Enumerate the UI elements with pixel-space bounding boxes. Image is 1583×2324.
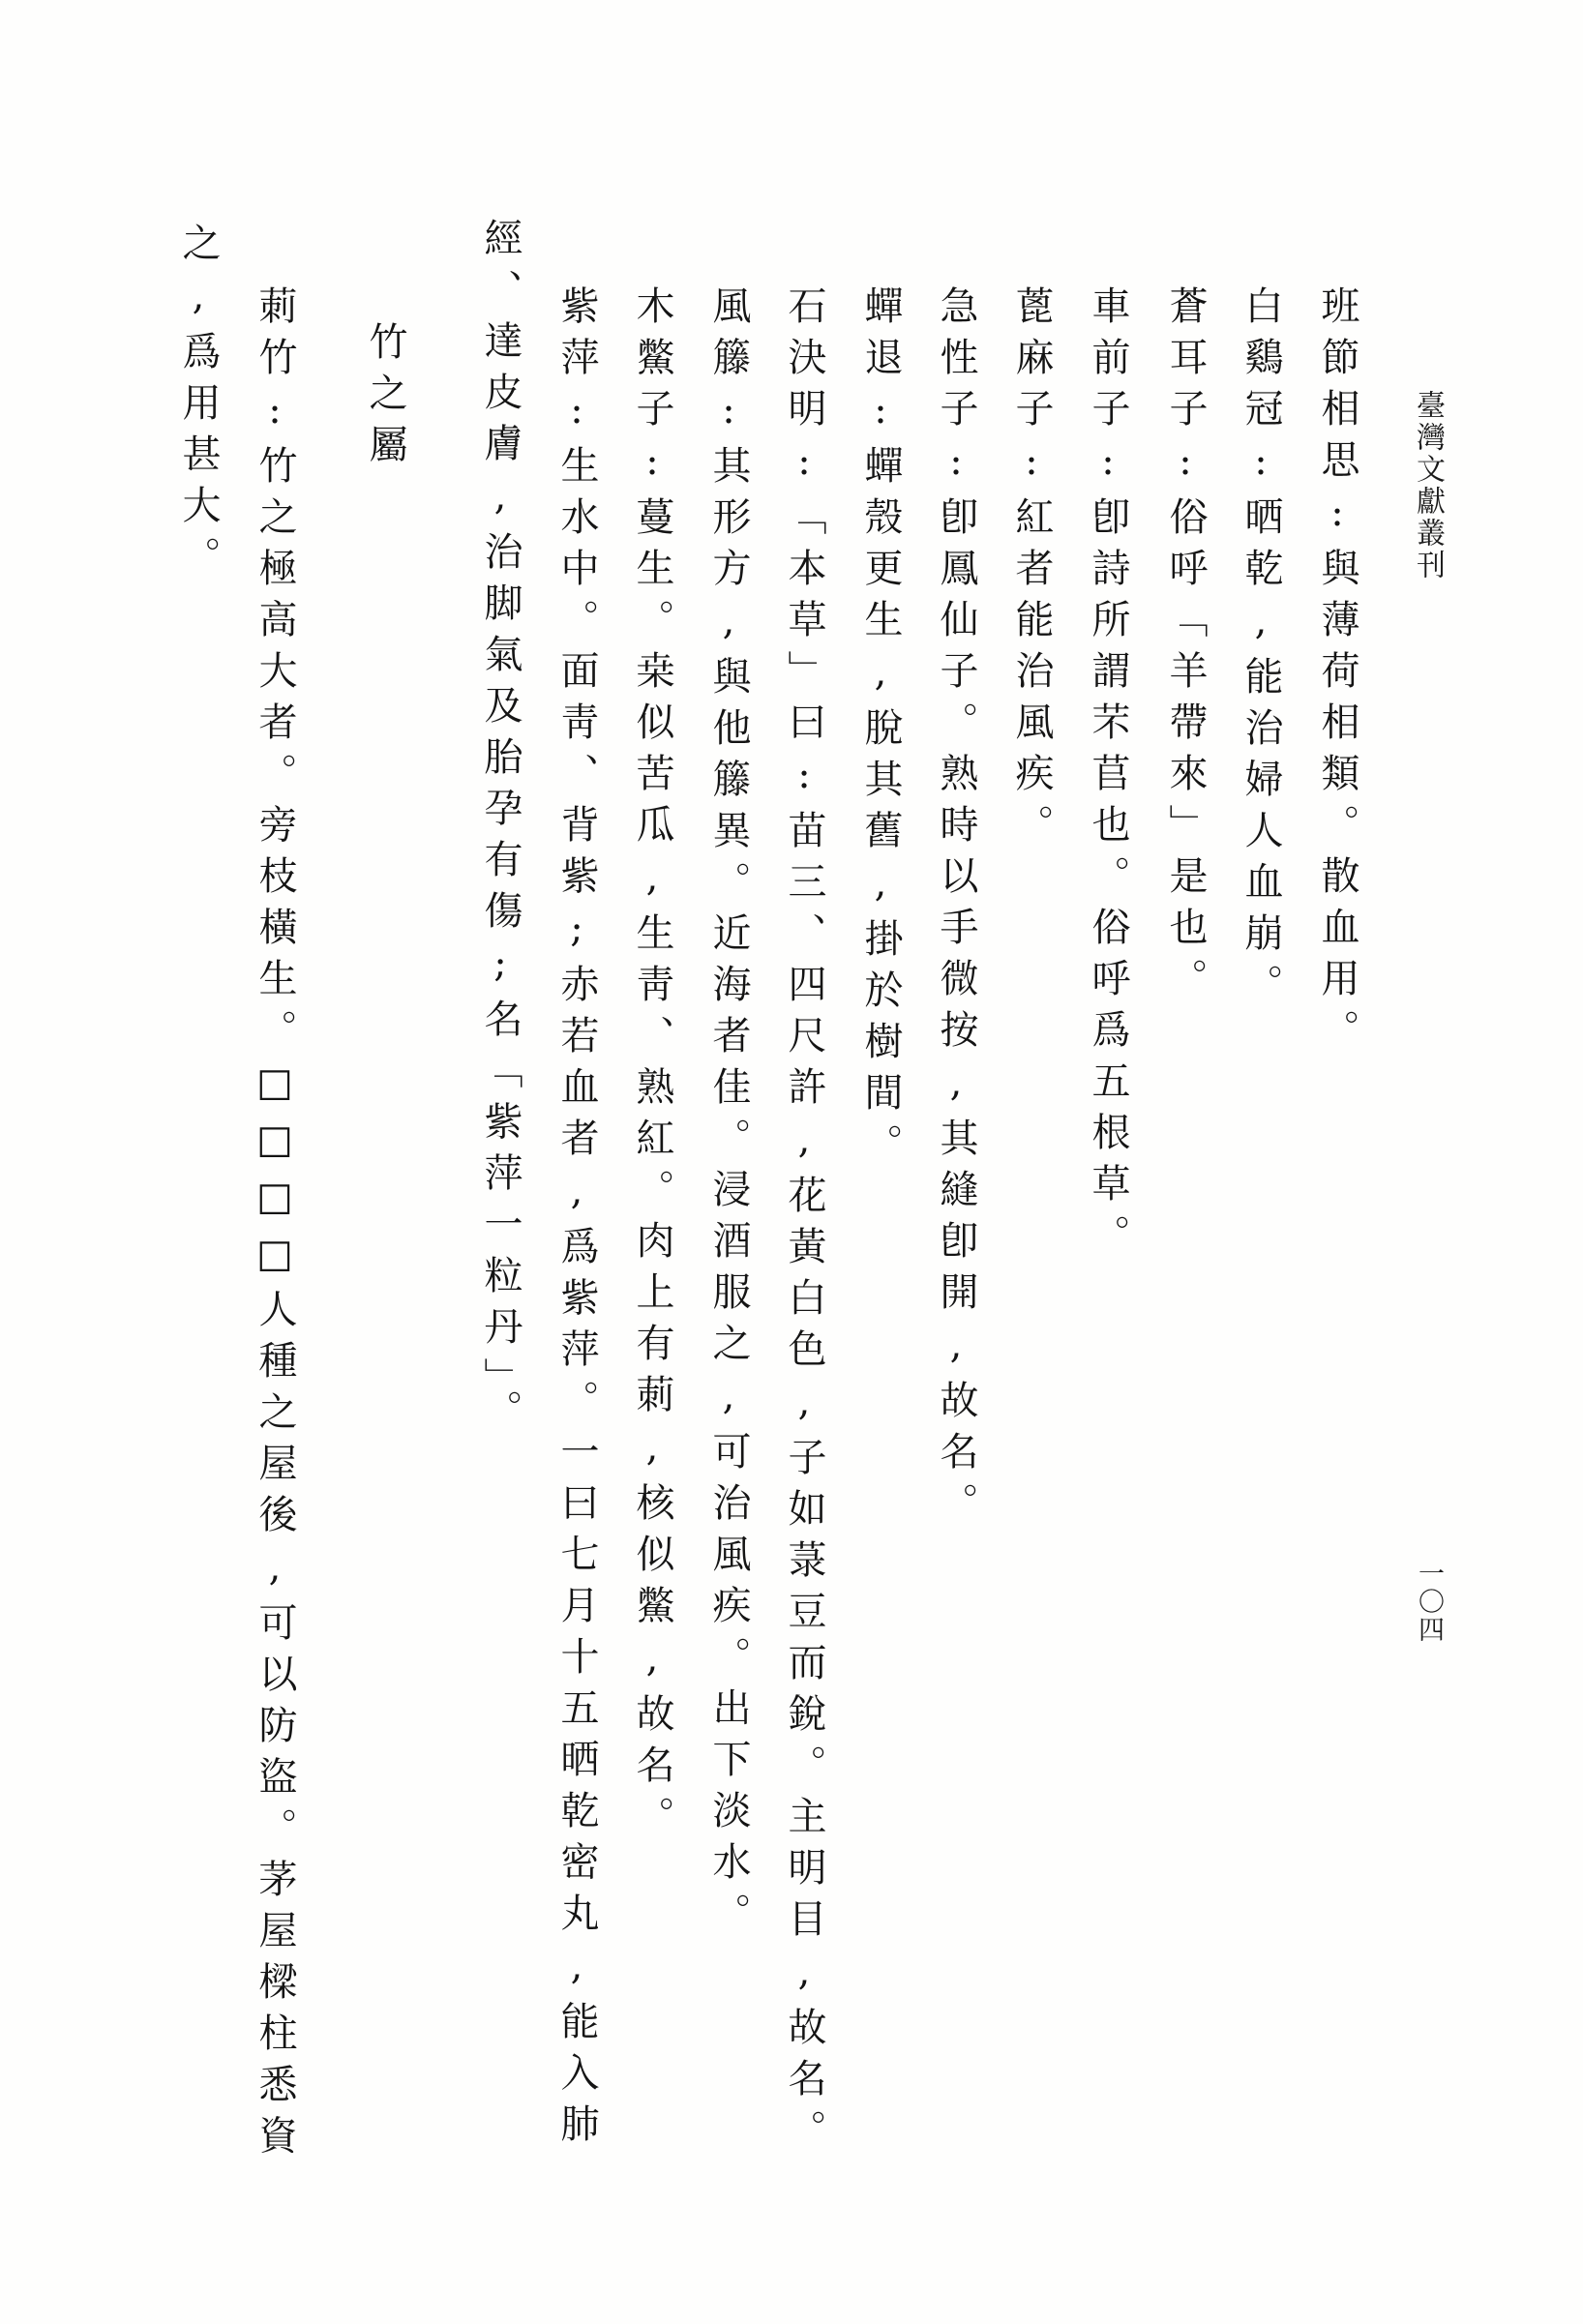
entry-column: 班節相思:與薄荷相類。散血用。 <box>1315 285 1359 1060</box>
entry-column: 風籐:其形方,與他籐異。近海者佳。浸酒服之,可治風疾。出下淡水。 <box>706 285 751 1944</box>
entry-column: 蓖麻子:紅者能治風疾。 <box>1009 285 1054 855</box>
section-heading-column: 竹之屬 <box>363 321 407 475</box>
continuation-column: 之,爲用甚大。 <box>176 223 221 587</box>
entry-column: 急性子:卽鳳仙子。熟時以手微按,其縫卽開,故名。 <box>934 285 978 1534</box>
entry-column: 蟬退:蟬殼更生,脫其舊,掛於樹間。 <box>858 285 903 1175</box>
entry-column: 木鱉子:蔓生。桒似苦瓜,生靑、熟紅。肉上有莿,核似鱉,故名。 <box>630 285 674 1847</box>
running-title: 臺灣文獻叢刊 <box>1411 390 1445 581</box>
entry-column: 白鷄冠:晒乾,能治婦人血崩。 <box>1239 285 1283 1015</box>
entry-column: 莿竹:竹之極高大者。旁枝橫生。□□□□人種之屋後,可以防盜。茅屋樑柱悉資 <box>253 285 297 2166</box>
page-number: 一〇四 <box>1414 1560 1444 1644</box>
continuation-column: 經、達皮膚,治脚氣及胎孕有傷;名「紫萍一粒丹」。 <box>478 218 523 1441</box>
entry-column: 車前子:卽詩所謂芣苢也。俗呼爲五根草。 <box>1086 285 1130 1266</box>
entry-column: 紫萍:生水中。面靑、背紫;赤若血者,爲紫萍。一曰七月十五晒乾密丸,能入肺 <box>554 285 599 2155</box>
entry-column: 石決明:「本草」曰:苗三、四尺許,花黃白色,子如菉豆而銳。主明目,故名。 <box>782 285 826 2160</box>
entry-column: 蒼耳子:俗呼「羊帶來」是也。 <box>1163 285 1208 1009</box>
